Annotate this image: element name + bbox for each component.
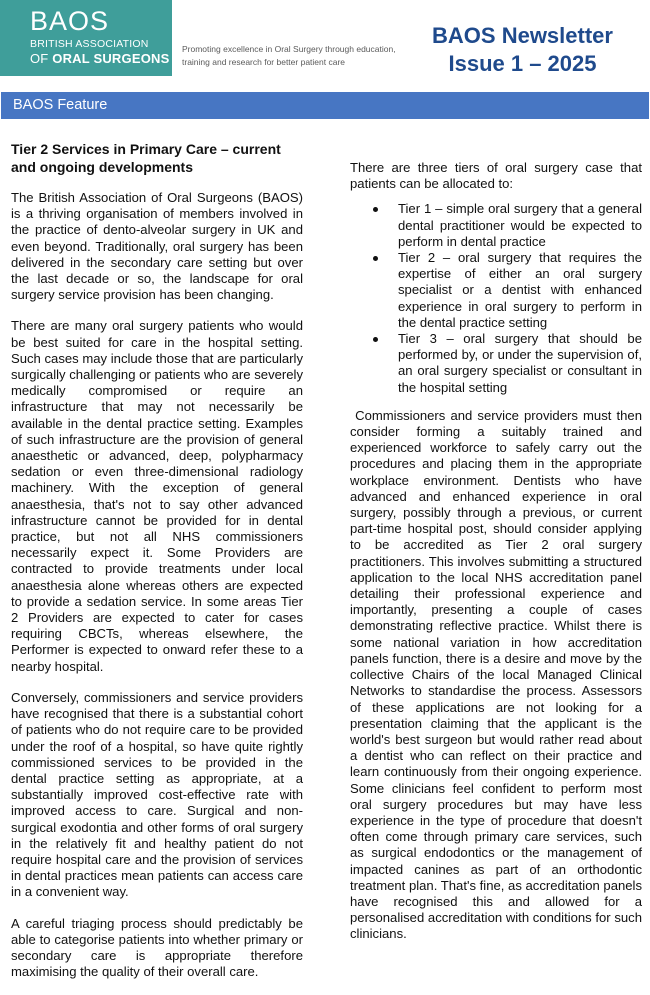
list-item: Tier 3 – oral surgery that should be performed by, or under the supervision of, an oral surgery specialist or consultant in the hospital setting [350, 331, 642, 396]
paragraph: The British Association of Oral Surgeons (BAOS) is a thriving organisation of members involved in the practice of dento-alveolar surgery in UK and even beyond. Traditionally, oral surgery has been delivered in the secondary care setting but over the last decade or so, the landscape for oral surgery service provision has been changing. [11, 190, 303, 303]
left-column [11, 140, 303, 995]
logo-wordmark: BAOS [30, 6, 110, 36]
list-item: Tier 2 – oral surgery that requires the expertise of either an oral surgery specialist or a dentist with enhanced experience in oral surgery to perform in the dental practice setting [350, 250, 642, 331]
newsletter-title-block [400, 22, 645, 78]
tier-list [350, 201, 642, 395]
baos-logo [0, 0, 172, 76]
paragraph: A careful triaging process should predictably be able to categorise patients into whether primary or secondary care is appropriate therefore maximising the quality of their overall care. [11, 915, 303, 980]
article-title: Tier 2 Services in Primary Care – current and ongoing developments [11, 141, 281, 175]
newsletter-title: BAOS Newsletter [432, 23, 613, 48]
paragraph: Commissioners and service providers must then consider forming a suitably trained and experienced workforce to safely carry out the procedures and placing them in the appropriate workplace environment. Dentists who have advanced and enhanced experience in oral surgery, possibly through a previous, or current part-time hospital post, should consider applying to be accredited as Tier 2 oral surgery practitioners. This involves submitting a structured application to the local NHS accreditation panel detailing their professional experience and importantly, presenting a couple of cases demonstrating reflective practice. Whilst there is some national variation in how accreditation panels function, there is a desire and move by the collective Chairs of the local Managed Clinical Networks to standardise the process. Assessors of these applications are not looking for a presentation claiming that the applicant is the world's best surgeon but would rather read about a dentist who can reflect on their practice and learn continuously from their ongoing experience. Some clinicians feel confident to perform most oral surgery procedures but may have less experience in the type of procedure that doesn't often come through primary care services, such as surgical endodontics or the management of impacted canines as part of an orthodontic treatment plan. That's fine, as accreditation panels have recognised this and allowed for a personalised accreditation with conditions for such clinicians. [350, 407, 646, 942]
section-label: BAOS Feature [13, 97, 108, 113]
right-column [350, 160, 646, 943]
paragraph: There are many oral surgery patients who would be best suited for care in the hospital setting. Such cases may include those that are particularly surgically challenging or patients who are severely medically compromised or require an infrastructure that may not necessarily be available in the dental practice setting. Examples of such infrastructure are the provision of general anaesthetic or advanced, deep, polypharmacy sedation or even three-dimensional radiology machinery. With the exception of general anaesthesia, that's not to say other advanced infrastructure cannot be provided for in dental practice, but not all NHS commissioners necessarily expect it. Some Providers are contracted to provide treatments under local anaesthesia alone whereas others are expected to provide a sedation service. In some areas Tier 2 Providers are expected to cater for cases requiring CBCTs, whereas elsewhere, the Performer is expected to onward refer these to a nearby hospital. [11, 318, 303, 674]
issue-label: Issue 1 – 2025 [448, 51, 597, 76]
logo-line-1: BRITISH ASSOCIATION [30, 38, 149, 50]
paragraph: Conversely, commissioners and service providers have recognised that there is a substantial cohort of patients who do not require care to be provided under the roof of a hospital, so have quite rightly commissioned services to be provided in the dental practice setting as appropriate, at a substantially improved cost-effective rate with improved access to care. Surgical and non-surgical exodontia and other forms of oral surgery in the relatively fit and healthy patient do not require hospital care and the provision of services in dental practices mean patients can access care in a convenient way. [11, 689, 303, 900]
section-bar [1, 92, 649, 119]
tiers-intro: There are three tiers of oral surgery case that patients can be allocated to: [350, 160, 642, 192]
tagline: Promoting excellence in Oral Surgery through education, training and research for better patient care [182, 44, 396, 67]
logo-line-2: OF ORAL SURGEONS [30, 51, 170, 66]
list-item: Tier 1 – simple oral surgery that a general dental practitioner would be expected to perform in dental practice [350, 201, 642, 250]
